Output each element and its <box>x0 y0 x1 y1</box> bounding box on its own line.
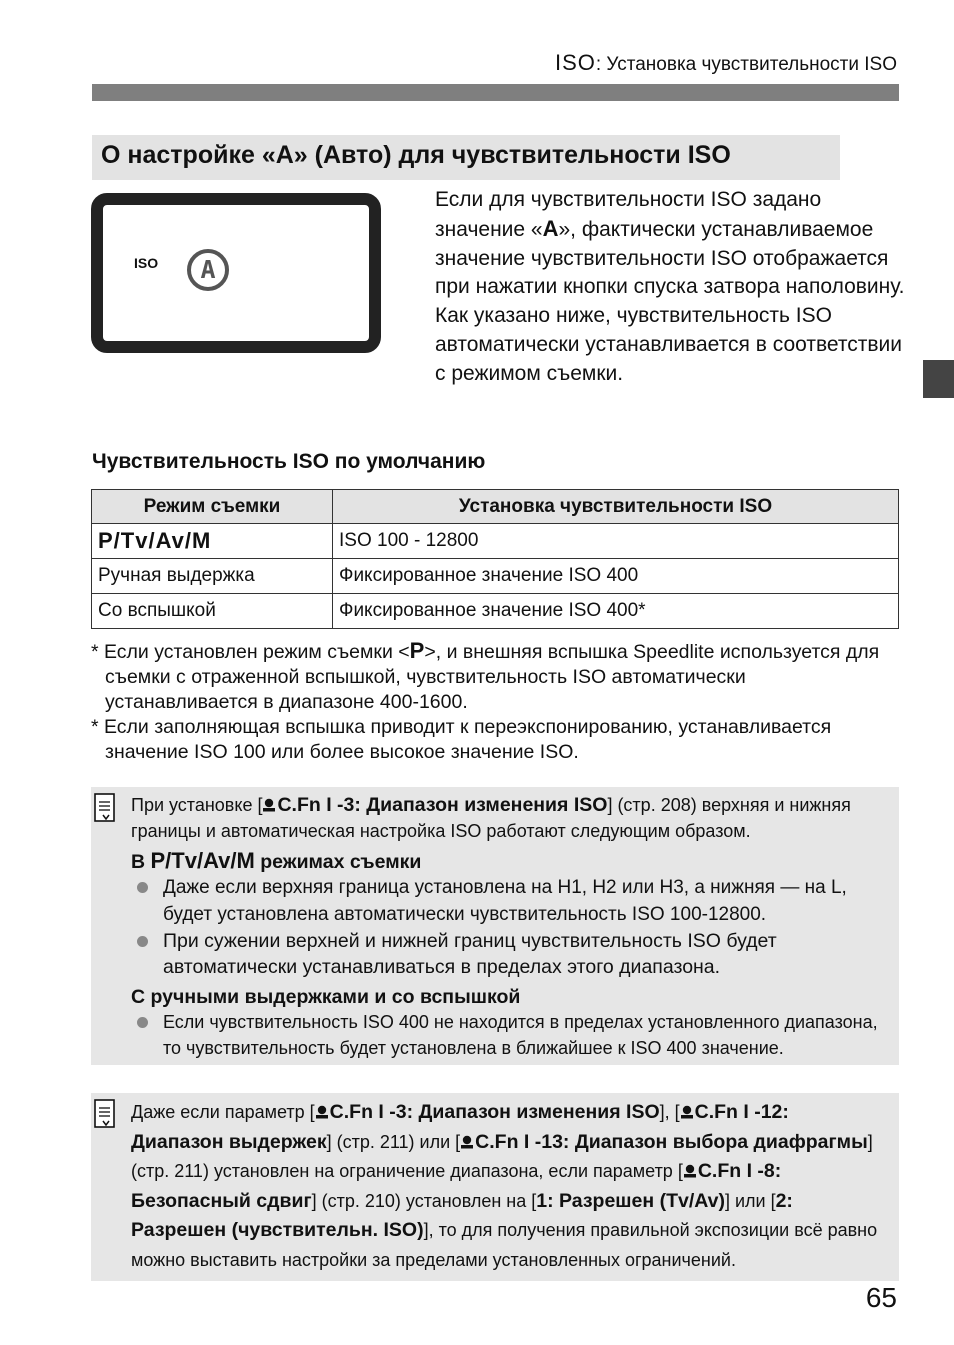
section-title: О настройке «A» (Авто) для чувствительности ISO <box>92 135 840 180</box>
footnotes <box>91 638 899 765</box>
chapter-tab <box>923 360 954 398</box>
running-header-text: : Установка чувствительности ISO <box>595 54 897 75</box>
running-header <box>555 50 897 76</box>
lcd-panel-illustration <box>91 193 381 353</box>
defaults-heading: Чувствительность ISO по умолчанию <box>92 450 486 473</box>
note-intro: При установке [ C.Fn I -3: Диапазон изменения ISO] (стр. 208) верхняя и нижняя границы и автоматическая настройка ISO работают следующим образом. <box>131 794 851 841</box>
bullet-item: Даже если верхняя граница установлена на H1, H2 или H3, а нижняя — на L, будет установлена автоматически чувствительность ISO 100-12800. <box>131 874 883 928</box>
table-cell-mode: Со вспышкой <box>92 594 333 629</box>
note-text: Даже если параметр [ C.Fn I -3: Диапазон изменения ISO], [ C.Fn I -12: Диапазон выдержек] (стр. 211) или [ C.Fn I -13: Диапазон выбора диафрагмы] (стр. 211) установлен на ограничение диапазона, если параметр [ C.Fn I -8: Безопасный сдвиг] (стр. 210) установлен на [1: Разрешен (Tv/Av)] или [2: Разрешен (чувствительн. ISO)], то для получения правильной экспозиции всё равно можно выставить настройки за пределами установленных ограничений. <box>131 1101 878 1270</box>
page-number: 65 <box>865 1282 897 1313</box>
auto-a-symbol: A <box>542 215 559 241</box>
table-cell-value: Фиксированное значение ISO 400* <box>333 594 899 629</box>
memo-icon <box>94 1099 116 1129</box>
mode-symbols: P/Tv/Av/M <box>150 848 255 873</box>
custom-function-icon <box>460 1135 474 1149</box>
bullet-icon <box>137 882 148 893</box>
table-row <box>92 594 899 629</box>
footnote: * Если заполняющая вспышка приводит к переэкспонированию, устанавливается значение ISO 100 или более высокое значение ISO. <box>91 716 832 763</box>
table-cell-mode: P/Tv/Av/M <box>92 524 333 559</box>
note-box <box>91 1093 899 1281</box>
iso-defaults-table <box>91 489 899 629</box>
bullet-icon <box>137 1017 148 1028</box>
table-header-row <box>92 490 899 524</box>
note-subheading: В P/Tv/Av/M режимах съемки <box>131 848 422 873</box>
table-row <box>92 559 899 594</box>
custom-function-icon <box>315 1105 329 1119</box>
table-cell-mode: Ручная выдержка <box>92 559 333 594</box>
table-header-cell: Установка чувствительности ISO <box>333 490 899 524</box>
memo-icon <box>94 793 116 823</box>
custom-function-icon <box>683 1164 697 1178</box>
bullet-item: При сужении верхней и нижней границ чувствительность ISO будет автоматически устанавливаться в пределах этого диапазона. <box>131 928 883 980</box>
table-cell-value: ISO 100 - 12800 <box>333 524 899 559</box>
bullet-icon <box>137 936 148 947</box>
bullet-item: Если чувствительность ISO 400 не находится в пределах установленного диапазона, то чувствительность будет установлена в ближайшее к ISO 400 значение. <box>131 1009 883 1061</box>
iso-symbol: ISO <box>554 50 596 75</box>
custom-function-icon <box>680 1105 694 1119</box>
custom-function-icon <box>262 798 276 812</box>
table-cell-value: Фиксированное значение ISO 400 <box>333 559 899 594</box>
lcd-iso-label: ISO <box>134 255 159 271</box>
header-rule <box>92 84 899 101</box>
intro-paragraph: Если для чувствительности ISO задано значение «A», фактически устанавливаемое значение чувствительности ISO отображается при нажатии кнопки спуска затвора наполовину. Как указано ниже, чувствительность ISO автоматически устанавливается в соответствии с режимом съемки. <box>435 188 905 385</box>
auto-iso-icon: A <box>187 249 229 291</box>
footnote: * Если установлен режим съемки <P>, и внешняя вспышка Speedlite используется для съемки с отраженной вспышкой, чувствительность ISO автоматически устанавливается в диапазоне 400-1600. <box>91 638 880 713</box>
table-header-cell: Режим съемки <box>92 490 333 524</box>
table-row <box>92 524 899 559</box>
note-box <box>91 787 899 1065</box>
p-mode-symbol: P <box>409 638 425 663</box>
note-subheading: С ручными выдержками и со вспышкой <box>131 986 521 1008</box>
